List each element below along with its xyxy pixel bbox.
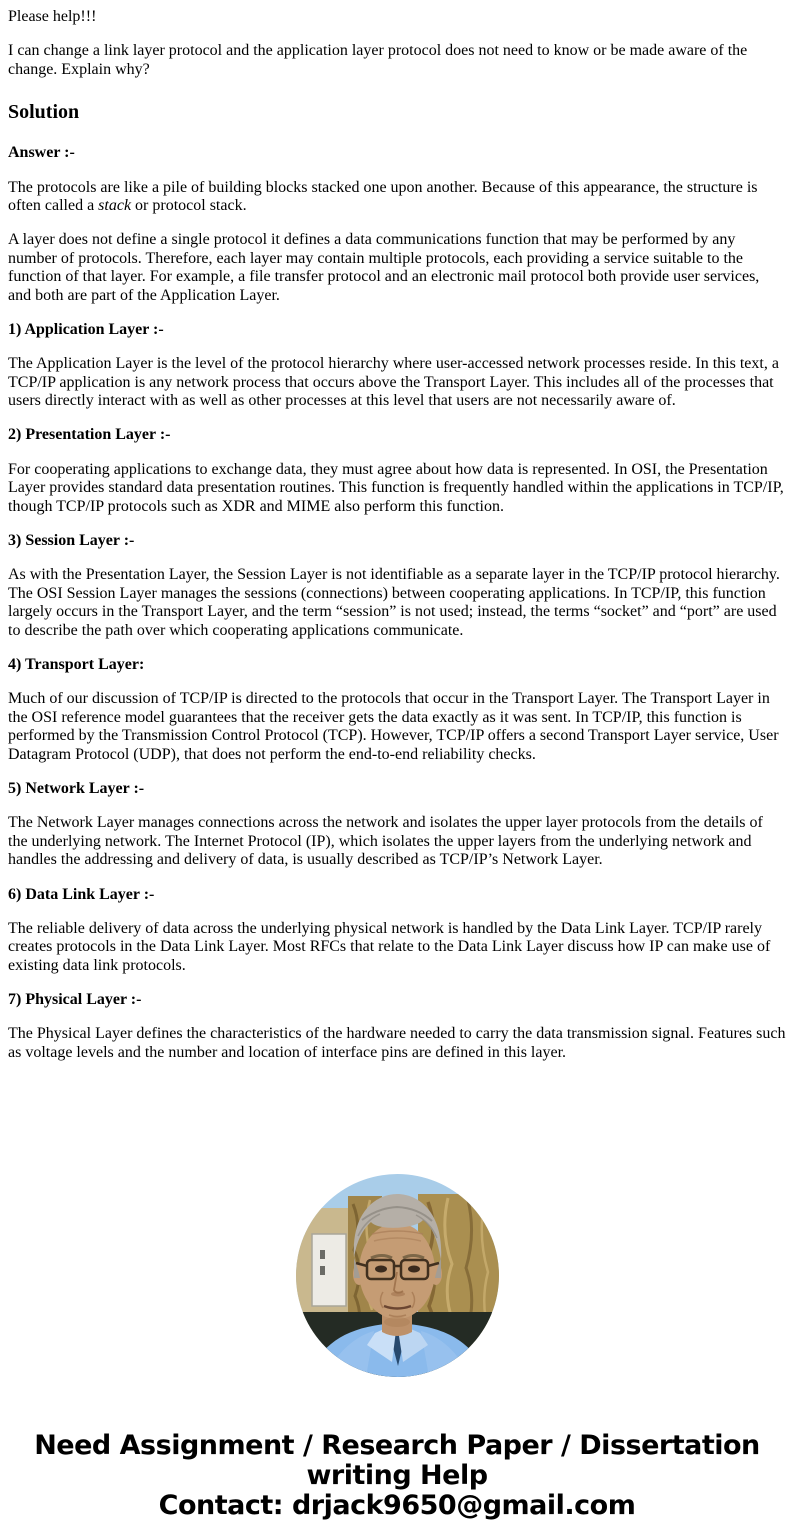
footer-ad bbox=[17, 1431, 777, 1521]
answer-heading: Answer :- bbox=[8, 144, 75, 162]
footer-help-text: Need Assignment / Research Paper / Dissertation writing Help bbox=[34, 1429, 760, 1491]
section-body-datalink: The reliable delivery of data across the underlying physical network is handled by the Data Link Layer. TCP/IP rarely creates protocols in the Data Link Layer. Most RFCs that relate to the Data Link Layer discuss how IP can make use of existing data link protocols. bbox=[8, 919, 771, 974]
section-heading-transport: 4) Transport Layer: bbox=[8, 655, 145, 673]
plea-text: Please help!!! bbox=[8, 8, 97, 25]
answer-intro-after: or protocol stack. bbox=[131, 196, 247, 214]
section-heading-network: 5) Network Layer :- bbox=[8, 779, 145, 797]
section-heading-presentation: 2) Presentation Layer :- bbox=[8, 426, 171, 444]
answer-intro-before: The protocols are like a pile of building blocks stacked one upon another. Because of this appearance, the structure is often called a bbox=[8, 178, 758, 214]
section-body-transport: Much of our discussion of TCP/IP is directed to the protocols that occur in the Transport Layer. The Transport Layer in the OSI reference model guarantees that the receiver gets the data exactly as it was sent. In TCP/IP, this function is performed by the Transmission Control Protocol (TCP). However, TCP/IP offers a second Transport Layer service, User Datagram Protocol (UDP), that does not perform the end-to-end reliability checks. bbox=[8, 690, 779, 763]
section-body-session: As with the Presentation Layer, the Session Layer is not identifiable as a separate layer in the TCP/IP protocol hierarchy. The OSI Session Layer manages the sessions (connections) between cooperating applications. In TCP/IP, this function largely occurs in the Transport Layer, and the term “session” is not used; instead, the terms “socket” and “port” are used to describe the path over which cooperating applications communicate. bbox=[8, 566, 780, 639]
layers-overview-paragraph: A layer does not define a single protocol it defines a data communications function that may be performed by any number of protocols. Therefore, each layer may contain multiple protocols, each providing a service suitable to the function of that layer. For example, a file transfer protocol and an electronic mail protocol both provide user services, and both are part of the Application Layer. bbox=[8, 231, 760, 304]
section-heading-datalink: 6) Data Link Layer :- bbox=[8, 885, 155, 903]
section-body-presentation: For cooperating applications to exchange data, they must agree about how data is represented. In OSI, the Presentation Layer provides standard data presentation routines. This function is frequently handled within the applications in TCP/IP, though TCP/IP protocols such as XDR and MIME also perform this function. bbox=[8, 460, 784, 515]
section-heading-physical: 7) Physical Layer :- bbox=[8, 991, 142, 1009]
section-heading-application: 1) Application Layer :- bbox=[8, 320, 164, 338]
stack-italic-word: stack bbox=[98, 196, 132, 214]
section-body-physical: The Physical Layer defines the characteristics of the hardware needed to carry the data transmission signal. Features such as voltage levels and the number and location of interface pins are defined in this layer. bbox=[8, 1025, 786, 1061]
footer-contact-email: Contact: drjack9650@gmail.com bbox=[158, 1489, 636, 1521]
section-body-network: The Network Layer manages connections across the network and isolates the upper layer protocols from the details of the underlying network. The Internet Protocol (IP), which isolates the upper layers from the underlying network and handles the addressing and delivery of data, is usually described as TCP/IP’s Network Layer. bbox=[8, 814, 763, 869]
avatar-container bbox=[8, 1174, 786, 1382]
document bbox=[8, 8, 786, 1521]
solution-heading: Solution bbox=[8, 101, 80, 124]
section-heading-session: 3) Session Layer :- bbox=[8, 532, 135, 550]
question-text: I can change a link layer protocol and the application layer protocol does not need to know or be made aware of the change. Explain why? bbox=[8, 42, 748, 78]
answer-intro-paragraph bbox=[8, 179, 786, 216]
tutor-photo-icon bbox=[296, 1174, 499, 1377]
section-body-application: The Application Layer is the level of the protocol hierarchy where user-accessed network processes reside. In this text, a TCP/IP application is any network process that occurs above the Transport Layer. This includes all of the processes that users directly interact with as well as other processes at this level that users are not necessarily aware of. bbox=[8, 355, 779, 410]
